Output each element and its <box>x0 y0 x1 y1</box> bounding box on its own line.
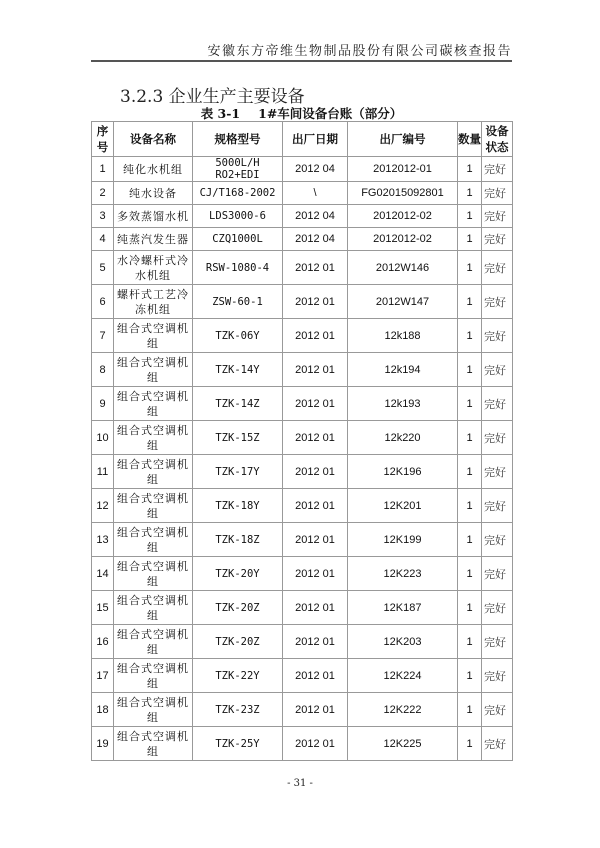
cell-qty: 1 <box>458 489 482 523</box>
cell-status: 完好 <box>482 285 513 319</box>
cell-status: 完好 <box>482 659 513 693</box>
cell-model: TZK-20Z <box>193 591 283 625</box>
cell-name: 组合式空调机组 <box>114 455 193 489</box>
cell-qty: 1 <box>458 285 482 319</box>
table-row <box>92 625 513 659</box>
cell-name: 多效蒸馏水机 <box>114 205 193 228</box>
table-row <box>92 659 513 693</box>
col-header-name: 设备名称 <box>114 122 193 157</box>
cell-status: 完好 <box>482 157 513 182</box>
cell-date: 2012 01 <box>283 489 348 523</box>
cell-no: 13 <box>92 523 114 557</box>
cell-date: 2012 01 <box>283 285 348 319</box>
cell-name: 纯蒸汽发生器 <box>114 228 193 251</box>
cell-name: 组合式空调机组 <box>114 319 193 353</box>
cell-no: 15 <box>92 591 114 625</box>
cell-status: 完好 <box>482 182 513 205</box>
cell-name: 纯水设备 <box>114 182 193 205</box>
cell-name: 纯化水机组 <box>114 157 193 182</box>
cell-qty: 1 <box>458 625 482 659</box>
cell-qty: 1 <box>458 421 482 455</box>
cell-qty: 1 <box>458 557 482 591</box>
cell-model: TZK-25Y <box>193 727 283 761</box>
table-row <box>92 285 513 319</box>
cell-date: 2012 01 <box>283 421 348 455</box>
cell-name: 组合式空调机组 <box>114 625 193 659</box>
cell-date: 2012 01 <box>283 387 348 421</box>
cell-no: 9 <box>92 387 114 421</box>
table-row <box>92 693 513 727</box>
cell-name: 组合式空调机组 <box>114 591 193 625</box>
table-caption-text: 1#车间设备台账（部分） <box>258 106 403 121</box>
cell-qty: 1 <box>458 205 482 228</box>
cell-date: 2012 01 <box>283 353 348 387</box>
cell-model: RSW-1080-4 <box>193 251 283 285</box>
table-row <box>92 421 513 455</box>
cell-status: 完好 <box>482 228 513 251</box>
cell-status: 完好 <box>482 319 513 353</box>
cell-model: TZK-22Y <box>193 659 283 693</box>
cell-date: 2012 04 <box>283 205 348 228</box>
cell-qty: 1 <box>458 228 482 251</box>
cell-serial: 12K224 <box>348 659 458 693</box>
cell-name: 组合式空调机组 <box>114 353 193 387</box>
cell-serial: 2012W146 <box>348 251 458 285</box>
table-row <box>92 251 513 285</box>
cell-qty: 1 <box>458 319 482 353</box>
cell-qty: 1 <box>458 523 482 557</box>
cell-qty: 1 <box>458 659 482 693</box>
col-header-qty: 数量 <box>458 122 482 157</box>
cell-status: 完好 <box>482 523 513 557</box>
table-row <box>92 489 513 523</box>
cell-date: 2012 01 <box>283 319 348 353</box>
cell-no: 6 <box>92 285 114 319</box>
cell-status: 完好 <box>482 693 513 727</box>
cell-serial: 12K203 <box>348 625 458 659</box>
cell-serial: 12K222 <box>348 693 458 727</box>
cell-serial: 12K201 <box>348 489 458 523</box>
cell-model: LDS3000-6 <box>193 205 283 228</box>
cell-serial: 12k194 <box>348 353 458 387</box>
cell-serial: 12K199 <box>348 523 458 557</box>
cell-name: 组合式空调机组 <box>114 659 193 693</box>
cell-date: 2012 01 <box>283 727 348 761</box>
cell-name: 螺杆式工艺冷冻机组 <box>114 285 193 319</box>
cell-status: 完好 <box>482 421 513 455</box>
cell-model: ZSW-60-1 <box>193 285 283 319</box>
cell-no: 11 <box>92 455 114 489</box>
table-caption <box>91 104 512 122</box>
cell-date: 2012 01 <box>283 455 348 489</box>
cell-model: TZK-14Z <box>193 387 283 421</box>
cell-no: 18 <box>92 693 114 727</box>
cell-qty: 1 <box>458 455 482 489</box>
table-row <box>92 319 513 353</box>
table-row <box>92 205 513 228</box>
cell-date: \ <box>283 182 348 205</box>
cell-serial: FG02015092801 <box>348 182 458 205</box>
cell-date: 2012 01 <box>283 557 348 591</box>
cell-serial: 12K196 <box>348 455 458 489</box>
cell-date: 2012 01 <box>283 659 348 693</box>
cell-name: 组合式空调机组 <box>114 421 193 455</box>
cell-qty: 1 <box>458 251 482 285</box>
table-row <box>92 353 513 387</box>
cell-name: 组合式空调机组 <box>114 523 193 557</box>
table-row <box>92 591 513 625</box>
running-header: 安徽东方帝维生物制品股份有限公司碳核查报告 <box>207 44 512 59</box>
cell-no: 16 <box>92 625 114 659</box>
cell-status: 完好 <box>482 353 513 387</box>
cell-status: 完好 <box>482 591 513 625</box>
col-header-model: 规格型号 <box>193 122 283 157</box>
cell-date: 2012 01 <box>283 251 348 285</box>
cell-model: TZK-06Y <box>193 319 283 353</box>
cell-model: TZK-14Y <box>193 353 283 387</box>
cell-qty: 1 <box>458 182 482 205</box>
cell-no: 2 <box>92 182 114 205</box>
cell-qty: 1 <box>458 157 482 182</box>
cell-qty: 1 <box>458 727 482 761</box>
cell-model: CJ/T168-2002 <box>193 182 283 205</box>
table-caption-number: 表 3-1 <box>200 106 241 121</box>
cell-name: 组合式空调机组 <box>114 489 193 523</box>
cell-qty: 1 <box>458 387 482 421</box>
cell-name: 组合式空调机组 <box>114 693 193 727</box>
cell-serial: 12k193 <box>348 387 458 421</box>
cell-no: 1 <box>92 157 114 182</box>
table-row <box>92 157 513 182</box>
cell-serial: 2012012-02 <box>348 228 458 251</box>
cell-qty: 1 <box>458 591 482 625</box>
cell-serial: 12k188 <box>348 319 458 353</box>
cell-status: 完好 <box>482 557 513 591</box>
cell-status: 完好 <box>482 251 513 285</box>
cell-date: 2012 01 <box>283 591 348 625</box>
header-rule <box>91 60 512 62</box>
cell-model: TZK-20Z <box>193 625 283 659</box>
cell-no: 12 <box>92 489 114 523</box>
cell-date: 2012 01 <box>283 625 348 659</box>
table-row <box>92 228 513 251</box>
table-row <box>92 557 513 591</box>
cell-serial: 12K225 <box>348 727 458 761</box>
table-row <box>92 727 513 761</box>
cell-no: 10 <box>92 421 114 455</box>
cell-serial: 12K223 <box>348 557 458 591</box>
col-header-no: 序号 <box>92 122 114 157</box>
cell-date: 2012 01 <box>283 693 348 727</box>
cell-name: 组合式空调机组 <box>114 387 193 421</box>
col-header-date: 出厂日期 <box>283 122 348 157</box>
cell-status: 完好 <box>482 387 513 421</box>
table-row <box>92 182 513 205</box>
cell-status: 完好 <box>482 205 513 228</box>
cell-no: 7 <box>92 319 114 353</box>
cell-status: 完好 <box>482 625 513 659</box>
cell-model: 5000L/H RO2+EDI <box>193 157 283 182</box>
cell-status: 完好 <box>482 455 513 489</box>
page-number: - 31 - <box>287 778 313 789</box>
cell-no: 17 <box>92 659 114 693</box>
cell-no: 14 <box>92 557 114 591</box>
cell-model: TZK-18Y <box>193 489 283 523</box>
cell-qty: 1 <box>458 353 482 387</box>
cell-serial: 12k220 <box>348 421 458 455</box>
cell-serial: 12K187 <box>348 591 458 625</box>
equipment-ledger-table <box>91 121 513 761</box>
cell-date: 2012 04 <box>283 228 348 251</box>
cell-name: 组合式空调机组 <box>114 557 193 591</box>
cell-no: 4 <box>92 228 114 251</box>
cell-model: CZQ1000L <box>193 228 283 251</box>
section-title: 3.2.3 企业生产主要设备 <box>120 87 305 107</box>
cell-date: 2012 04 <box>283 157 348 182</box>
cell-no: 19 <box>92 727 114 761</box>
cell-model: TZK-20Y <box>193 557 283 591</box>
cell-model: TZK-18Z <box>193 523 283 557</box>
col-header-serial: 出厂编号 <box>348 122 458 157</box>
cell-no: 3 <box>92 205 114 228</box>
table-row <box>92 523 513 557</box>
cell-name: 组合式空调机组 <box>114 727 193 761</box>
cell-model: TZK-17Y <box>193 455 283 489</box>
cell-name: 水冷螺杆式冷水机组 <box>114 251 193 285</box>
table-header-row <box>92 122 513 157</box>
cell-serial: 2012W147 <box>348 285 458 319</box>
table-row <box>92 455 513 489</box>
table-row <box>92 387 513 421</box>
cell-model: TZK-23Z <box>193 693 283 727</box>
cell-serial: 2012012-02 <box>348 205 458 228</box>
cell-no: 8 <box>92 353 114 387</box>
cell-status: 完好 <box>482 489 513 523</box>
cell-qty: 1 <box>458 693 482 727</box>
col-header-status: 设备状态 <box>482 122 513 157</box>
cell-status: 完好 <box>482 727 513 761</box>
cell-date: 2012 01 <box>283 523 348 557</box>
cell-serial: 2012012-01 <box>348 157 458 182</box>
cell-model: TZK-15Z <box>193 421 283 455</box>
cell-no: 5 <box>92 251 114 285</box>
